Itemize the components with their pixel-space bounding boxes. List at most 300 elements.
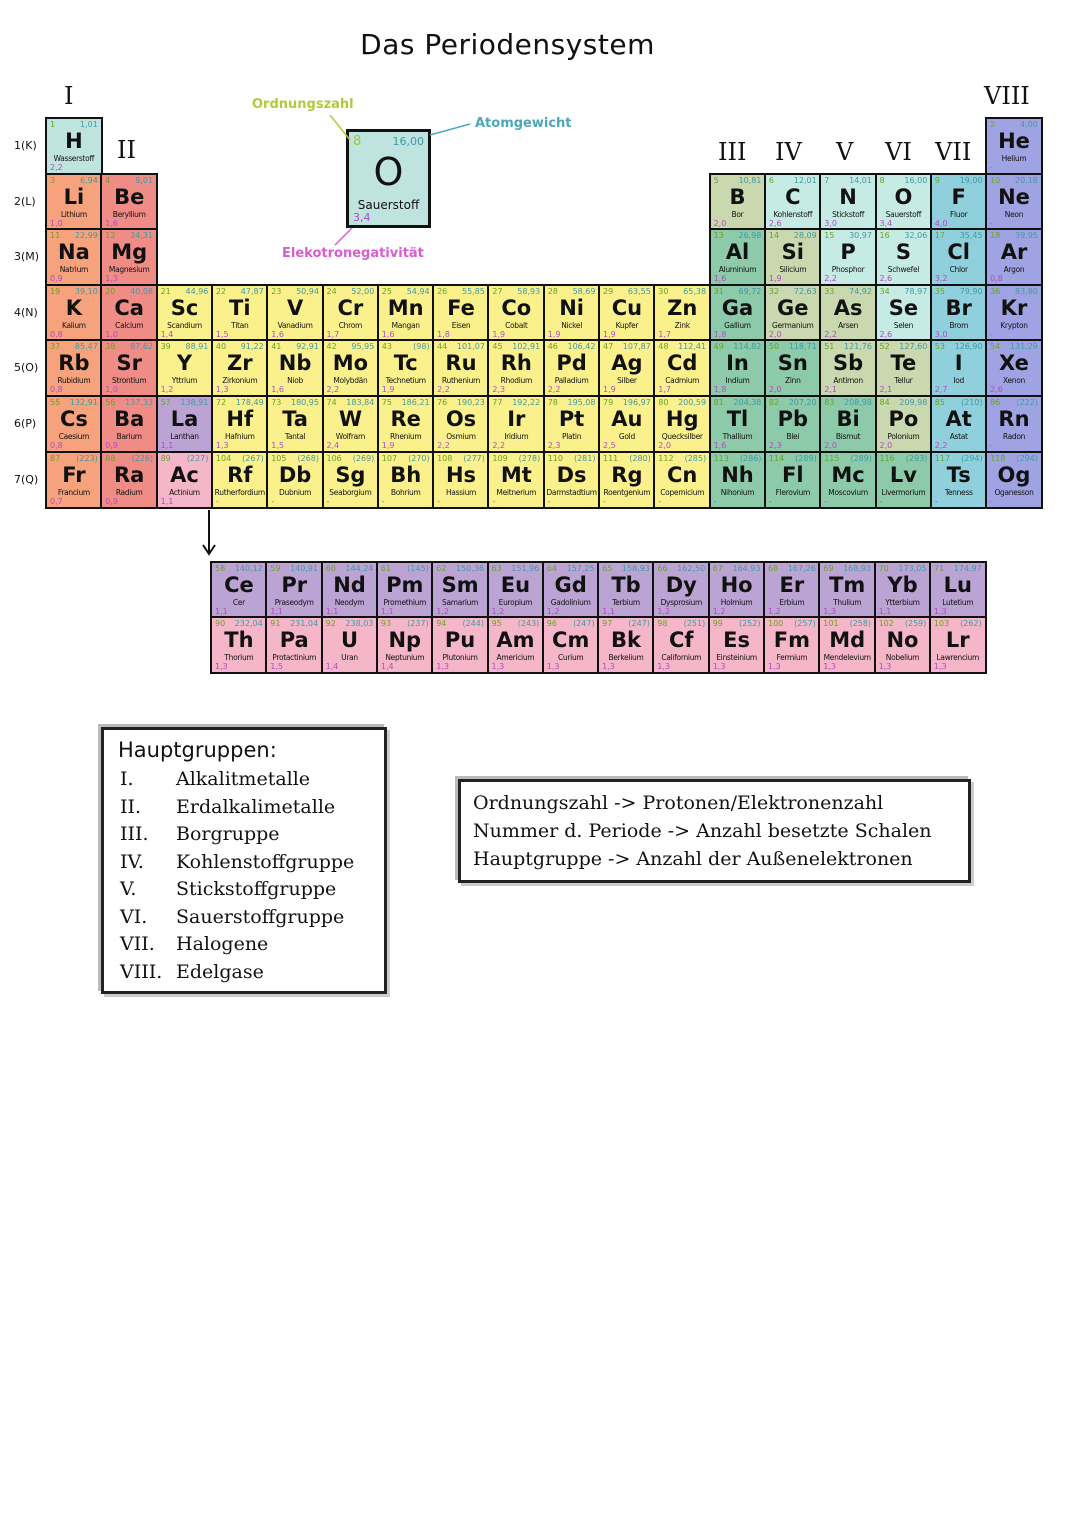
element-symbol: Er xyxy=(779,573,805,597)
hauptgruppe-name: Borgruppe xyxy=(176,823,280,845)
element-symbol: Pt xyxy=(558,407,585,431)
element-atomic-mass: 92,91 xyxy=(296,342,319,352)
element-symbol: V xyxy=(286,295,304,320)
element-electronegativity: 2,6 xyxy=(990,385,1003,395)
element-atomic-mass: 131,29 xyxy=(1009,342,1038,352)
hauptgruppe-number: I. xyxy=(120,768,134,790)
element-name: Mendelevium xyxy=(823,653,871,662)
element-atomic-mass: 6,94 xyxy=(79,175,98,185)
element-name: Holmium xyxy=(720,598,753,607)
element-name: Dubnium xyxy=(279,487,312,497)
element-lu xyxy=(929,561,987,619)
element-atomic-mass: 44,96 xyxy=(185,286,209,296)
hauptgruppe-number: VII. xyxy=(120,933,155,955)
element-name: Selen xyxy=(893,320,914,330)
element-name: Curium xyxy=(557,653,584,662)
element-atomic-number: 102 xyxy=(878,619,894,628)
element-atomic-mass: 121,76 xyxy=(843,342,872,352)
element-electronegativity: 1,2 xyxy=(657,607,671,617)
element-atomic-number: 75 xyxy=(381,398,392,407)
element-name: Californium xyxy=(661,653,702,662)
element-symbol: Cu xyxy=(611,295,643,320)
element-electronegativity: 3,4 xyxy=(879,218,893,228)
element-atomic-mass: 186,21 xyxy=(401,398,430,407)
element-er xyxy=(763,561,821,619)
pointer-line-elektronegativitaet xyxy=(335,228,352,245)
hauptgruppe-name: Erdalkalimetalle xyxy=(176,795,336,818)
element-name: Blei xyxy=(786,432,800,441)
element-name: Silber xyxy=(617,376,637,386)
element-atomic-mass: (286) xyxy=(739,453,762,463)
element-name: Lanthan xyxy=(170,432,199,441)
element-atomic-number: 54 xyxy=(990,342,1001,352)
element-symbol: P xyxy=(840,240,856,265)
element-atomic-number: 38 xyxy=(105,342,116,352)
element-atomic-mass: 47,87 xyxy=(240,286,264,296)
element-atomic-number: 45 xyxy=(492,342,503,352)
element-electronegativity: - xyxy=(603,496,606,506)
element-name: Tellur xyxy=(894,376,913,386)
element-symbol: Ne xyxy=(998,184,1030,209)
element-atomic-number: 92 xyxy=(325,619,336,628)
element-electronegativity: 0,8 xyxy=(50,329,63,339)
element-name: Argon xyxy=(1003,265,1025,275)
example-name: Sauerstoff xyxy=(357,198,420,212)
element-electronegativity: 1,2 xyxy=(160,385,174,395)
element-atomic-mass: 195,08 xyxy=(567,398,596,407)
element-electronegativity: - xyxy=(990,441,993,451)
element-atomic-number: 25 xyxy=(381,286,392,296)
element-electronegativity: 1,2 xyxy=(436,607,449,617)
element-name: Brom xyxy=(949,320,969,330)
element-atomic-number: 32 xyxy=(768,286,780,296)
element-symbol: At xyxy=(945,407,972,431)
hauptgruppe-name: Edelgase xyxy=(176,960,264,983)
element-atomic-number: 72 xyxy=(215,398,227,407)
element-atomic-mass: (223) xyxy=(76,453,98,463)
element-tb xyxy=(597,561,655,619)
element-name: Natrium xyxy=(59,265,89,275)
element-atomic-mass: 1,01 xyxy=(79,120,98,129)
element-name: Eisen xyxy=(451,320,471,330)
rule-line-2: Nummer d. Periode -> Anzahl besetzte Schalen xyxy=(473,820,932,842)
element-atomic-mass: 208,98 xyxy=(843,398,872,407)
element-atomic-number: 28 xyxy=(547,286,558,296)
element-pu xyxy=(431,616,489,674)
page-title: Das Periodensystem xyxy=(360,28,655,61)
element-name: Meitnerium xyxy=(496,487,537,497)
element-name: Flerovium xyxy=(775,487,810,497)
element-lr xyxy=(929,616,987,674)
element-atomic-number: 60 xyxy=(325,564,336,573)
element-atomic-number: 104 xyxy=(215,453,232,463)
element-electronegativity: 1,3 xyxy=(546,662,560,672)
group-label-2: II xyxy=(117,136,136,164)
element-atomic-number: 22 xyxy=(215,286,227,296)
element-electronegativity: - xyxy=(768,496,772,506)
element-atomic-number: 36 xyxy=(990,286,1001,296)
element-atomic-mass: (247) xyxy=(573,619,595,628)
element-electronegativity: 1,9 xyxy=(768,274,782,284)
label-elektronegativitaet: Elekotronegativität xyxy=(282,246,424,261)
label-ordnungszahl: Ordnungszahl xyxy=(252,97,354,112)
element-atomic-number: 15 xyxy=(824,231,835,241)
element-symbol: Sn xyxy=(777,351,808,376)
element-cf xyxy=(652,616,710,674)
element-atomic-mass: (258) xyxy=(849,619,872,628)
element-atomic-mass: (289) xyxy=(795,453,817,463)
element-atomic-number: 118 xyxy=(990,453,1006,463)
element-name: Wasserstoff xyxy=(53,154,95,163)
element-u xyxy=(321,616,379,674)
element-symbol: Li xyxy=(63,184,85,209)
element-atomic-number: 39 xyxy=(160,342,171,352)
hauptgruppen-title: Hauptgruppen: xyxy=(118,738,277,762)
element-atomic-mass: 167,26 xyxy=(787,564,816,573)
element-atomic-number: 114 xyxy=(768,453,785,463)
element-electronegativity: - xyxy=(934,496,938,506)
element-atomic-number: 47 xyxy=(603,342,614,352)
group-label-6: VI xyxy=(885,138,912,166)
element-atomic-number: 19 xyxy=(50,286,61,296)
element-atomic-mass: 12,01 xyxy=(793,175,817,185)
group-label-5: V xyxy=(836,138,854,166)
element-name: Technetium xyxy=(385,376,426,386)
element-symbol: Be xyxy=(114,184,145,209)
element-atomic-mass: 40,08 xyxy=(130,286,154,296)
element-atomic-number: 116 xyxy=(879,453,895,463)
element-name: Iridium xyxy=(504,432,529,441)
element-symbol: Ts xyxy=(946,462,971,487)
element-name: Zirkonium xyxy=(222,376,258,386)
hauptgruppe-item xyxy=(120,823,280,845)
element-atomic-number: 81 xyxy=(713,398,724,407)
element-atomic-number: 41 xyxy=(271,342,282,352)
element-tm xyxy=(818,561,876,619)
element-atomic-number: 4 xyxy=(105,175,111,185)
element-atomic-number: 3 xyxy=(50,175,56,185)
element-symbol: Eu xyxy=(500,573,531,597)
element-np xyxy=(376,616,434,674)
element-electronegativity: - xyxy=(381,496,385,506)
example-electronegativity: 3,4 xyxy=(353,211,371,224)
example-symbol: O xyxy=(373,150,404,194)
element-atomic-mass: 137,33 xyxy=(125,398,154,407)
element-atomic-number: 43 xyxy=(381,342,392,352)
rules-box xyxy=(458,779,971,883)
element-atomic-number: 7 xyxy=(824,175,830,185)
hauptgruppe-name: Kohlenstoffgruppe xyxy=(176,850,355,873)
element-name: Thorium xyxy=(224,653,254,662)
element-name: Bor xyxy=(731,209,744,219)
element-electronegativity: 1,3 xyxy=(823,662,837,672)
element-symbol: Si xyxy=(781,240,804,265)
example-atomic-mass: 16,00 xyxy=(392,135,424,148)
element-electronegativity: 0,9 xyxy=(105,496,119,506)
element-atomic-number: 88 xyxy=(105,453,116,463)
element-electronegativity: 1,2 xyxy=(491,607,505,617)
element-electronegativity: 1,5 xyxy=(271,441,284,451)
element-electronegativity: 1,9 xyxy=(603,385,616,395)
rule-line-3: Hauptgruppe -> Anzahl der Außenelektronen xyxy=(473,848,913,870)
element-symbol: Fm xyxy=(773,628,811,652)
element-atomic-number: 115 xyxy=(824,453,840,463)
element-symbol: Ir xyxy=(507,407,526,431)
element-atomic-mass: 95,95 xyxy=(351,342,375,352)
element-name: Nihonium xyxy=(720,487,755,497)
element-symbol: Po xyxy=(888,407,919,431)
element-atomic-mass: (210) xyxy=(961,398,983,407)
element-name: Rubidium xyxy=(57,376,91,386)
element-symbol: Ni xyxy=(559,295,584,320)
element-symbol: Bh xyxy=(390,462,422,487)
element-atomic-number: 117 xyxy=(934,453,951,463)
element-electronegativity: 1,7 xyxy=(658,329,672,339)
element-symbol: Pr xyxy=(281,573,308,597)
element-atomic-number: 64 xyxy=(546,564,557,573)
element-cm xyxy=(542,616,600,674)
element-atomic-mass: (247) xyxy=(628,619,650,628)
element-electronegativity: 2,6 xyxy=(768,218,782,228)
element-name: Radon xyxy=(1002,432,1026,441)
element-symbol: Ra xyxy=(114,462,145,487)
element-name: Lithium xyxy=(60,209,87,219)
period-label-1: 1(K) xyxy=(14,139,37,152)
element-atomic-number: 99 xyxy=(712,619,723,628)
element-name: Vanadium xyxy=(277,320,313,330)
period-label-6: 6(P) xyxy=(14,417,37,430)
element-name: Actinium xyxy=(169,487,200,497)
element-name: Copernicium xyxy=(660,487,705,497)
element-atomic-mass: 10,81 xyxy=(738,175,762,185)
element-electronegativity: 0,7 xyxy=(50,496,63,506)
element-atomic-number: 55 xyxy=(50,398,61,407)
element-electronegativity: 2,5 xyxy=(603,441,616,451)
element-electronegativity: 0,9 xyxy=(50,274,63,284)
element-electronegativity: 2,3 xyxy=(768,441,782,451)
element-name: Arsen xyxy=(838,320,859,330)
element-symbol: Pb xyxy=(777,407,808,431)
element-name: Neptunium xyxy=(385,653,425,662)
element-name: Neon xyxy=(1004,209,1024,219)
element-electronegativity: 3,0 xyxy=(934,329,948,339)
element-electronegativity: - xyxy=(990,496,993,506)
element-atomic-number: 93 xyxy=(380,619,392,628)
element-atomic-number: 20 xyxy=(105,286,116,296)
element-name: Nobelium xyxy=(885,653,920,662)
element-name: Livermorium xyxy=(881,487,926,497)
element-symbol: As xyxy=(833,295,863,320)
element-electronegativity: 2,0 xyxy=(879,441,893,451)
element-name: Sauerstoff xyxy=(885,209,922,219)
hauptgruppe-number: V. xyxy=(120,878,137,900)
element-electronegativity: 2,0 xyxy=(768,385,782,395)
element-electronegativity: 2,0 xyxy=(658,441,672,451)
element-atomic-mass: 151,96 xyxy=(511,564,540,573)
element-symbol: Gd xyxy=(554,573,587,597)
element-atomic-number: 30 xyxy=(658,286,669,296)
element-name: Cadmium xyxy=(665,376,700,386)
element-atomic-mass: 127,60 xyxy=(899,342,928,352)
element-electronegativity: 1,3 xyxy=(823,607,837,617)
element-am xyxy=(487,616,545,674)
element-atomic-mass: (257) xyxy=(794,619,816,628)
element-atomic-mass: 232,04 xyxy=(234,619,263,628)
element-electronegativity: 1,6 xyxy=(713,441,727,451)
element-symbol: Sb xyxy=(833,351,864,376)
element-atomic-number: 100 xyxy=(768,619,784,628)
element-atomic-mass: (278) xyxy=(518,453,541,463)
element-electronegativity: 1,1 xyxy=(160,441,174,451)
element-symbol: N xyxy=(839,184,857,209)
element-atomic-mass: (280) xyxy=(629,453,651,463)
element-electronegativity: 1,3 xyxy=(657,662,671,672)
element-atomic-mass: 58,69 xyxy=(572,286,596,296)
element-symbol: Y xyxy=(176,351,193,376)
element-symbol: Nd xyxy=(333,573,366,597)
element-atomic-mass: (294) xyxy=(1016,453,1038,463)
element-atomic-mass: 55,85 xyxy=(461,286,485,296)
element-atomic-number: 86 xyxy=(990,398,1001,407)
element-electronegativity: 2,2 xyxy=(824,274,837,284)
rule-line-1: Ordnungszahl -> Protonen/Elektronenzahl xyxy=(473,792,884,814)
element-atomic-number: 91 xyxy=(270,619,281,628)
element-electronegativity: 1,1 xyxy=(878,607,892,617)
element-symbol: C xyxy=(785,184,801,209)
element-symbol: No xyxy=(886,628,919,652)
element-atomic-mass: 238,03 xyxy=(345,619,374,628)
element-atomic-number: 108 xyxy=(437,453,453,463)
annotation-lines xyxy=(0,0,1080,560)
element-symbol: Og xyxy=(997,462,1031,487)
element-atomic-number: 109 xyxy=(492,453,508,463)
element-symbol: Rg xyxy=(611,462,643,487)
element-name: Polonium xyxy=(887,432,920,441)
element-atomic-number: 35 xyxy=(934,286,945,296)
element-symbol: Sm xyxy=(441,573,479,597)
hauptgruppe-item xyxy=(120,906,344,928)
element-symbol: Mc xyxy=(831,462,865,487)
element-electronegativity: 1,4 xyxy=(325,662,339,672)
element-electronegativity: 0,9 xyxy=(105,441,119,451)
element-name: Niob xyxy=(287,376,303,386)
element-electronegativity: - xyxy=(879,496,883,506)
element-atomic-mass: 162,50 xyxy=(677,564,706,573)
element-name: Gadolinium xyxy=(550,598,591,607)
element-pr xyxy=(265,561,323,619)
element-atomic-number: 42 xyxy=(326,342,337,352)
element-electronegativity: - xyxy=(547,496,551,506)
element-symbol: Os xyxy=(445,407,477,431)
element-atomic-number: 105 xyxy=(271,453,287,463)
element-atomic-number: 17 xyxy=(934,231,945,241)
hauptgruppe-number: VI. xyxy=(120,905,148,928)
element-electronegativity: 1,8 xyxy=(713,385,727,395)
period-label-4: 4(N) xyxy=(14,305,38,319)
element-atomic-mass: 65,38 xyxy=(683,286,707,296)
element-atomic-mass: 28,09 xyxy=(793,231,817,241)
element-atomic-number: 103 xyxy=(933,619,950,628)
element-atomic-mass: 140,12 xyxy=(234,564,263,573)
element-electronegativity: 0,8 xyxy=(50,441,63,451)
element-electronegativity: 1,3 xyxy=(215,441,229,451)
hauptgruppe-item xyxy=(120,878,336,900)
element-electronegativity: 2,6 xyxy=(879,329,893,339)
element-electronegativity: - xyxy=(990,329,993,339)
element-atomic-mass: 112,41 xyxy=(678,342,707,352)
element-name: Cer xyxy=(232,598,245,607)
element-name: Chrom xyxy=(338,320,363,330)
element-symbol: Al xyxy=(725,240,750,265)
element-electronegativity: 1,1 xyxy=(325,607,339,617)
element-electronegativity: 1,9 xyxy=(381,441,395,451)
element-atomic-number: 31 xyxy=(713,286,724,296)
element-symbol: Cd xyxy=(666,351,698,376)
element-electronegativity: 2,2 xyxy=(934,441,948,451)
element-symbol: Au xyxy=(611,407,643,431)
element-atomic-number: 9 xyxy=(934,175,940,185)
element-atomic-mass: 207,20 xyxy=(788,398,817,407)
element-electronegativity: 1,7 xyxy=(658,385,672,395)
element-atomic-mass: 180,95 xyxy=(290,398,319,407)
element-atomic-mass: (259) xyxy=(904,619,927,628)
element-atomic-mass: 158,93 xyxy=(621,564,650,573)
element-name: Germanium xyxy=(772,320,814,330)
element-atomic-number: 27 xyxy=(492,286,503,296)
element-symbol: Pa xyxy=(279,628,309,652)
element-name: Xenon xyxy=(1002,376,1025,386)
element-symbol: Lv xyxy=(889,462,917,487)
element-symbol: Tc xyxy=(393,351,418,376)
element-atomic-number: 77 xyxy=(492,398,503,407)
element-atomic-number: 80 xyxy=(658,398,669,407)
element-no xyxy=(874,616,932,674)
element-symbol: O xyxy=(894,184,913,209)
element-electronegativity: 2,2 xyxy=(326,385,340,395)
element-name: Silicium xyxy=(779,265,807,275)
element-symbol: Yb xyxy=(887,573,918,597)
element-electronegativity: 1,3 xyxy=(105,274,119,284)
element-electronegativity: 1,2 xyxy=(712,607,726,617)
element-atomic-mass: (244) xyxy=(462,619,484,628)
element-name: Molybdän xyxy=(333,376,368,386)
hauptgruppe-name: Halogene xyxy=(176,933,269,955)
element-eu xyxy=(487,561,545,619)
element-atomic-number: 66 xyxy=(657,564,668,573)
element-electronegativity: 1,5 xyxy=(215,329,229,339)
element-name: Stickstoff xyxy=(832,209,865,219)
hauptgruppen-legend xyxy=(101,727,387,994)
element-name: Calcium xyxy=(115,320,144,330)
element-name: Zink xyxy=(674,320,690,330)
element-symbol: F xyxy=(951,184,966,209)
element-name: Beryllium xyxy=(112,209,146,219)
hauptgruppe-item xyxy=(120,933,268,955)
element-atomic-mass: 79,90 xyxy=(959,286,983,296)
element-atomic-mass: (222) xyxy=(1016,398,1038,407)
arrow-down-icon xyxy=(203,510,215,554)
element-atomic-mass: 72,63 xyxy=(793,286,817,296)
element-name: Radium xyxy=(115,487,143,497)
group-label-3: III xyxy=(718,138,747,166)
element-atomic-number: 51 xyxy=(824,342,835,352)
element-name: Dysprosium xyxy=(660,598,703,607)
element-atomic-number: 48 xyxy=(658,342,669,352)
element-name: Gold xyxy=(618,432,635,441)
element-name: Gallium xyxy=(724,320,751,330)
element-symbol: Pm xyxy=(386,573,424,597)
element-name: Lutetium xyxy=(942,598,974,607)
